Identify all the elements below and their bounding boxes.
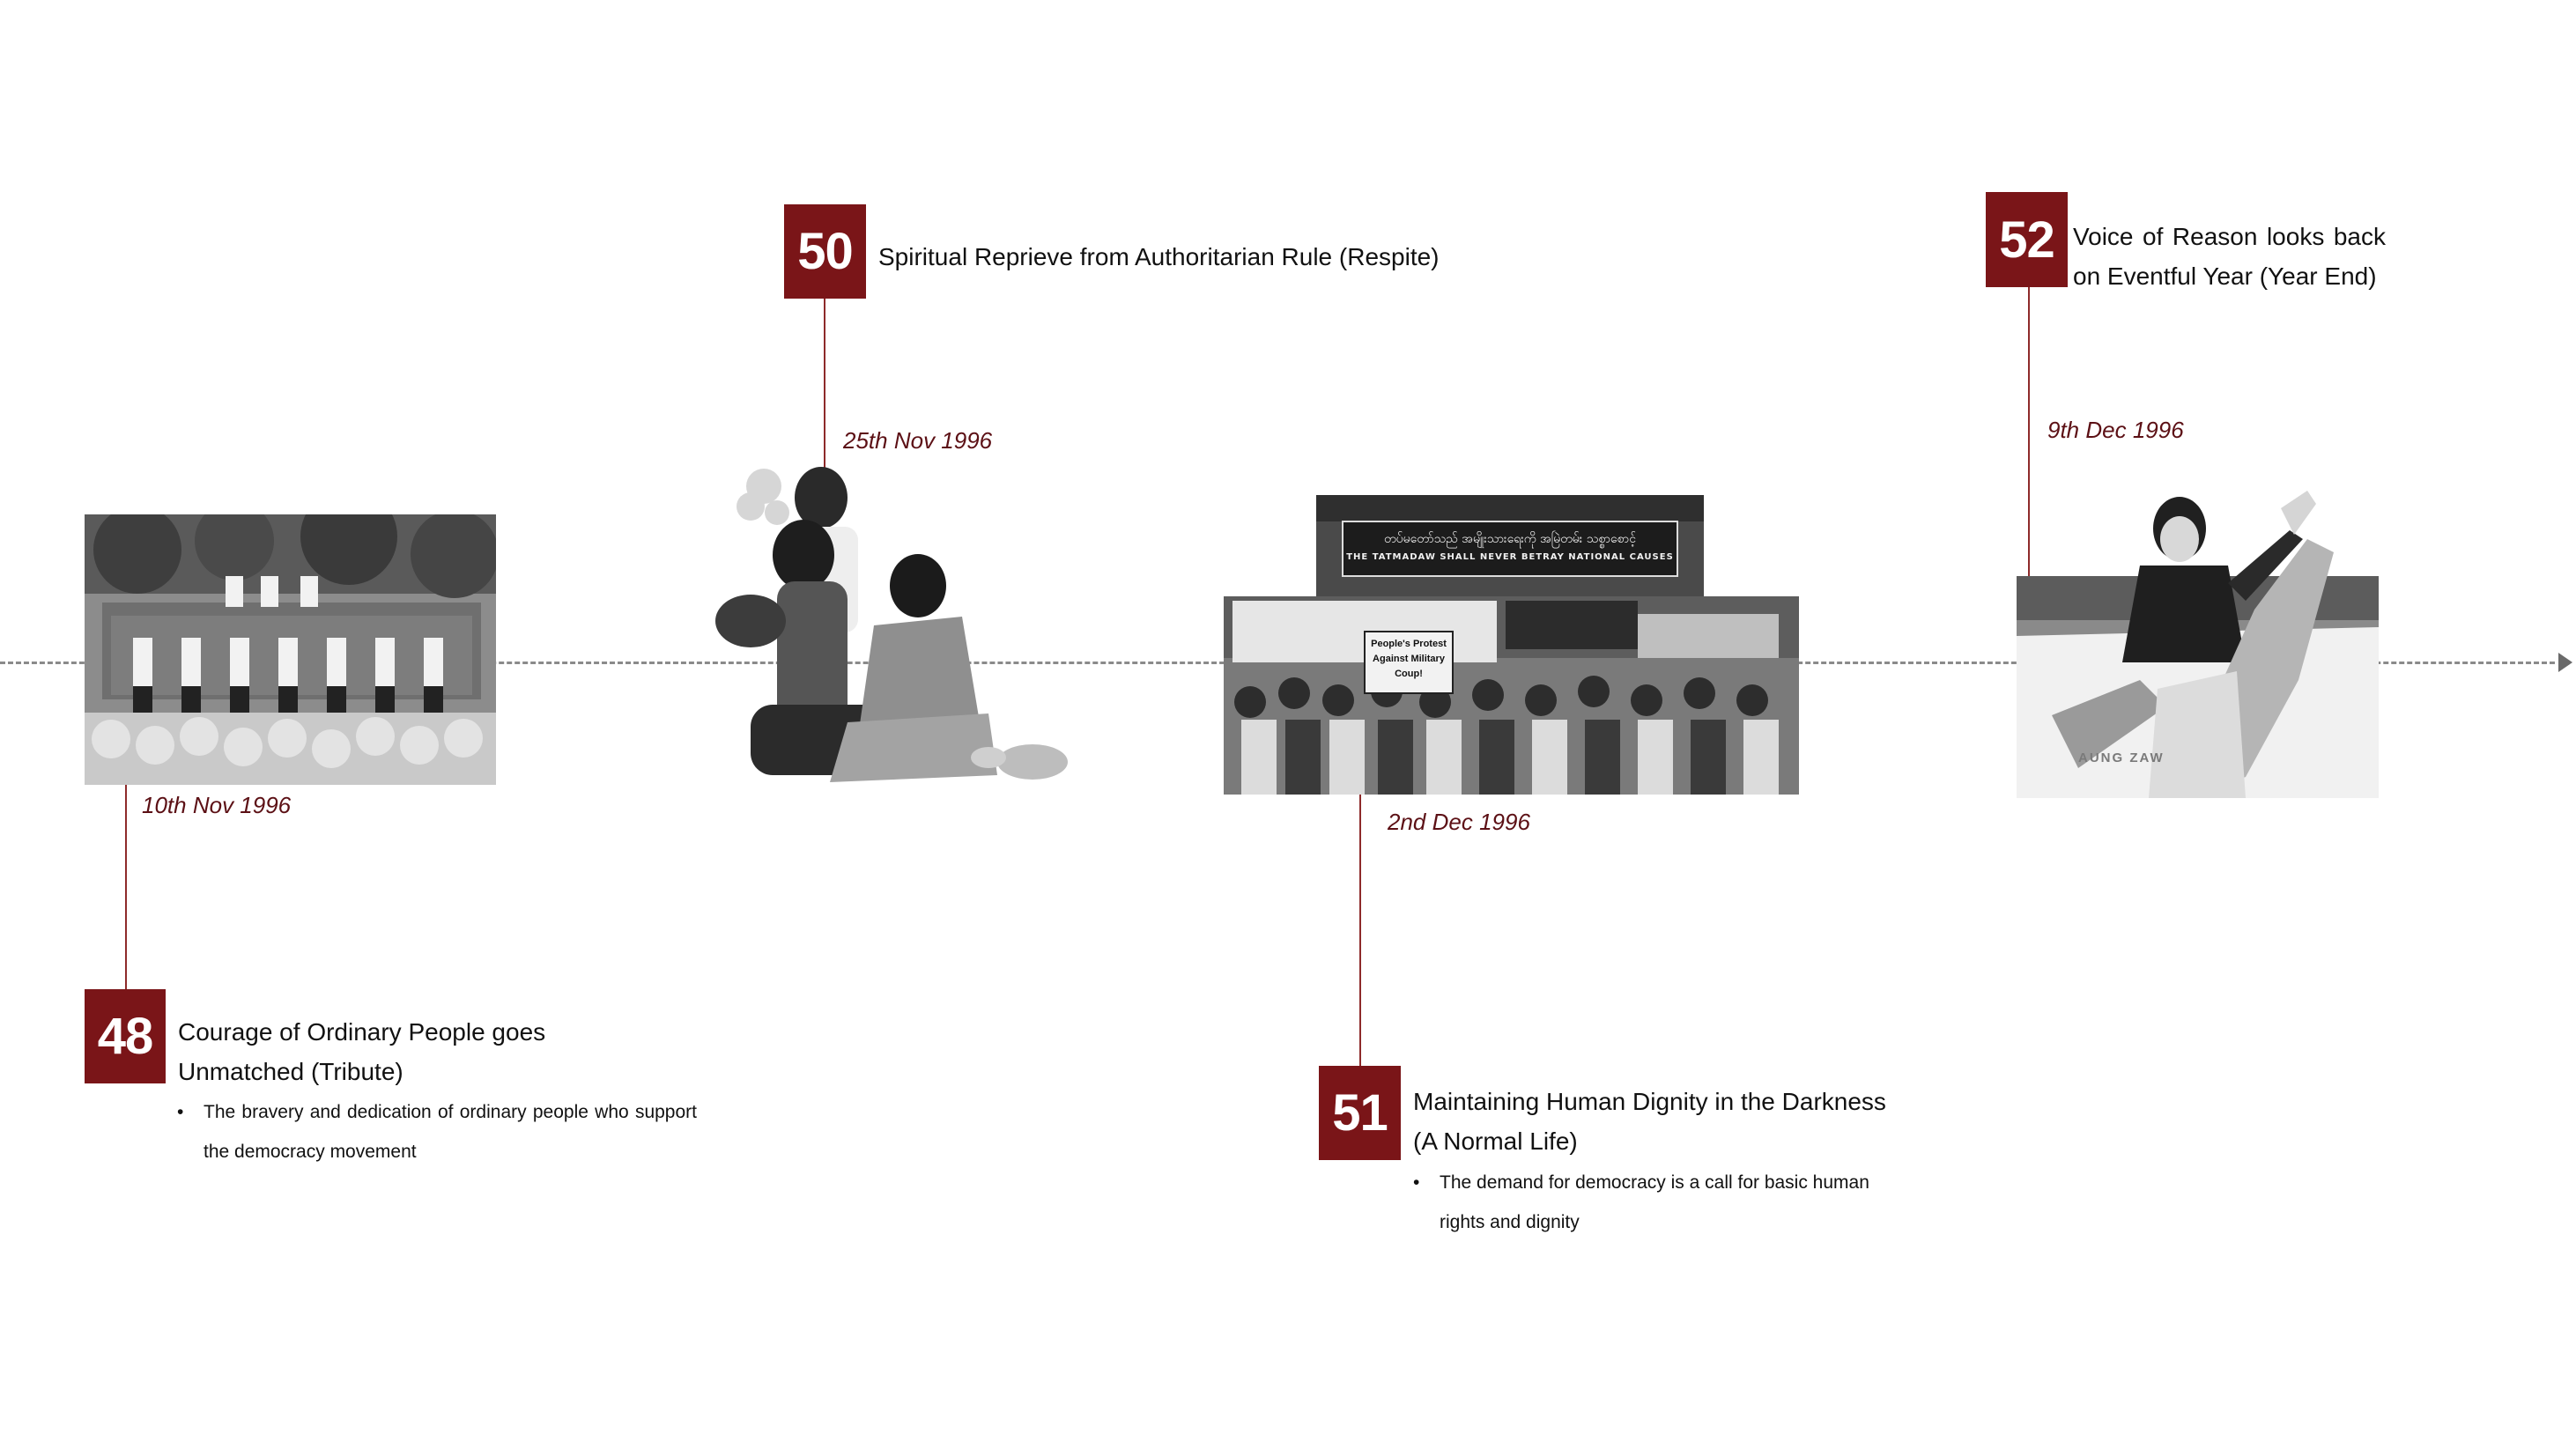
event-51-photo-protest [1224, 596, 1799, 795]
photo-credit: AUNG ZAW [2078, 750, 2165, 765]
event-50-number-badge: 50 [784, 204, 866, 299]
event-51-connector [1359, 795, 1361, 1066]
banner-line-2: THE TATMADAW SHALL NEVER BETRAY NATIONAL CAUSES [1346, 552, 1674, 562]
event-52-number-badge: 52 [1986, 192, 2068, 287]
event-48-title: Courage of Ordinary People goes Unmatched (Tribute) [178, 1018, 546, 1085]
event-51-banner-text [1343, 529, 1677, 566]
event-51-title: Maintaining Human Dignity in the Darkness (A Normal Life) [1413, 1088, 1886, 1155]
event-52-photo [2017, 486, 2379, 798]
event-51-date: 2nd Dec 1996 [1388, 809, 1530, 835]
event-51-number-badge: 51 [1319, 1066, 1401, 1160]
event-50-title: Spiritual Reprieve from Authoritarian Rule (Respite) [878, 243, 1440, 270]
timeline-arrow-icon [2558, 653, 2572, 672]
event-48-photo [85, 514, 496, 785]
event-51-photo-banner [1316, 495, 1704, 596]
event-50-photo [698, 458, 1072, 789]
event-48-connector [125, 785, 127, 989]
event-52-date: 9th Dec 1996 [2047, 417, 2184, 443]
event-51-placard-text: People's Protest Against Military Coup! [1371, 639, 1447, 679]
event-48-bullet: • The bravery and dedication of ordinary people who support the democracy movement [177, 1092, 697, 1172]
banner-line-1: တပ်မတော်သည် အမျိုးသားရေးကို အမြဲတမ်း သစ္စာစောင့် [1384, 532, 1636, 546]
event-48-number-badge: 48 [85, 989, 166, 1083]
event-48-date: 10th Nov 1996 [142, 792, 292, 818]
event-52-title: Voice of Reason looks back on Eventful Year (Year End) [2073, 223, 2386, 290]
event-51-bullet: • The demand for democracy is a call for basic human rights and dignity [1413, 1163, 1915, 1242]
event-50-date: 25th Nov 1996 [843, 427, 993, 454]
